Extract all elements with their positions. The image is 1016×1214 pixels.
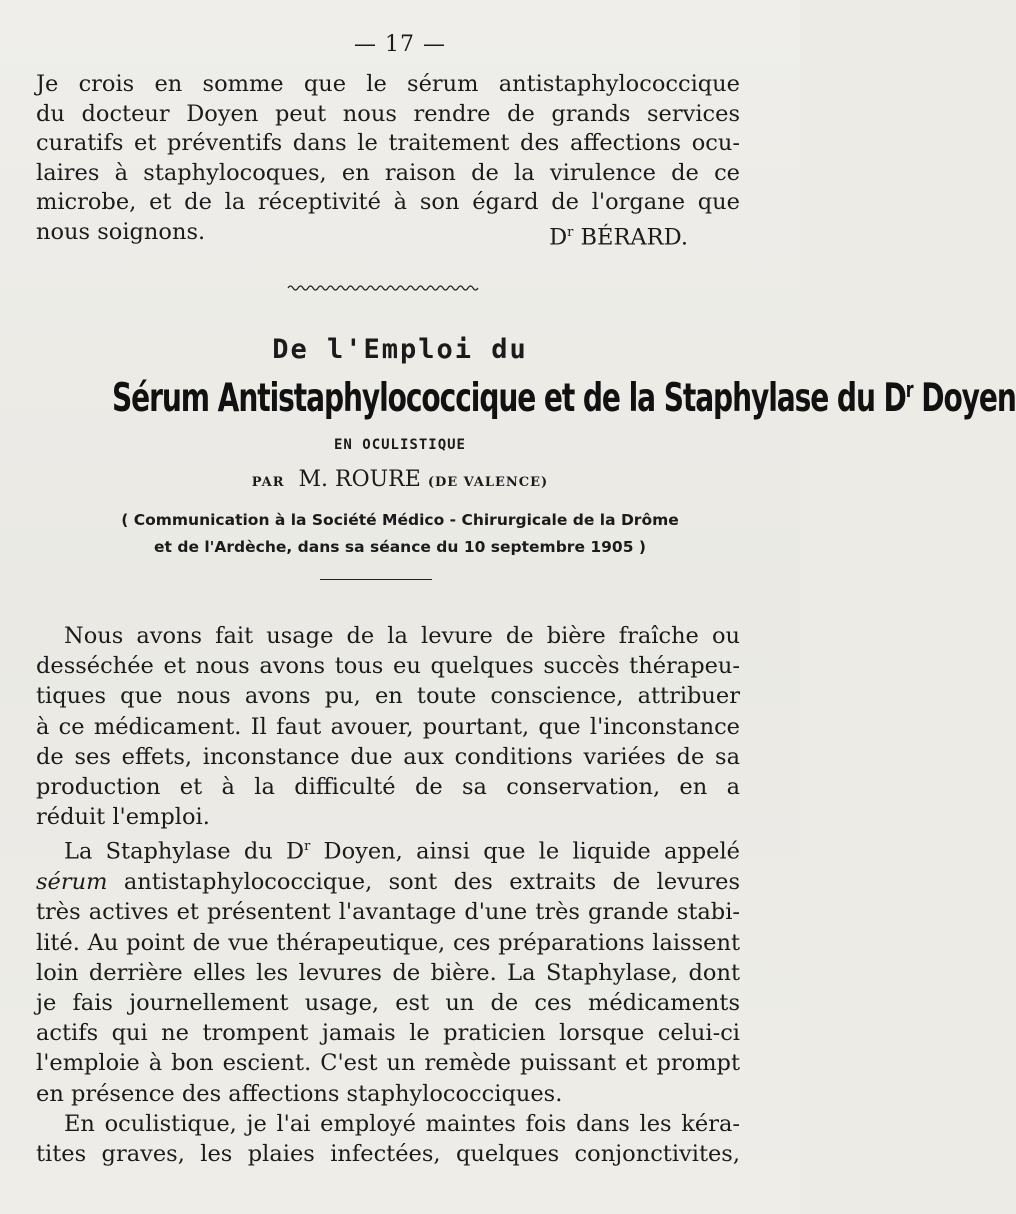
text-line: laires à staphylocoques, en raison de la virulence de ce [36, 159, 740, 186]
text-fragment: antistaphylococcique, sont des extraits de levures [107, 869, 740, 896]
text-line: à ce médicament. Il faut avouer, pourtant, que l'inconstance [36, 713, 740, 740]
signature-line [36, 218, 740, 253]
text-line: curatifs et préventifs dans le traitement des affections ocu- [36, 130, 740, 156]
intro-paragraph [36, 70, 740, 253]
text-line: En oculistique, je l'ai employé maintes fois dans les kéra- [64, 1110, 740, 1137]
text-line: actifs qui ne trompent jamais le praticien lorsque celui-ci [36, 1020, 740, 1047]
text-line: lité. Au point de vue thérapeutique, ces préparations laissent [36, 929, 740, 956]
text-line: je fais journellement usage, est un de ces médicaments [36, 989, 740, 1016]
text-sup: r [304, 839, 311, 855]
text-line: production et à la difficulté de sa conservation, en a [36, 774, 740, 801]
text-line: très actives et présentent l'avantage d'une très grande stabi- [36, 899, 740, 926]
text-line: Nous avons fait usage de la levure de bière fraîche ou [64, 623, 740, 649]
text-line: en présence des affections staphylococciques. [36, 1080, 563, 1107]
communication-line: ( Communication à la Société Médico - Chirurgicale de la Drôme [121, 511, 679, 529]
signature [549, 218, 740, 253]
text-line: réduit l'emploi. [36, 804, 210, 831]
article-title-line1: De l'Emploi du [272, 334, 528, 365]
text-line: microbe, et de la réceptivité à son égard de l'organe que [36, 189, 740, 215]
closing-text: nous soignons. [36, 218, 206, 245]
text-line: tites graves, les plaies infectées, quelques conjonctivites, [36, 1140, 740, 1167]
ornamental-wavy-rule [288, 283, 478, 293]
text-line: de ses effets, inconstance due aux conditions variées de sa [36, 743, 740, 770]
author-prefix: PAR [251, 475, 285, 490]
article-main-title [112, 376, 1016, 421]
text-line [36, 832, 740, 867]
main-title-sup: r [905, 378, 913, 403]
communication-line: et de l'Ardèche, dans sa séance du 10 septembre 1905 ) [154, 538, 646, 556]
author-place: (DE VALENCE) [427, 475, 549, 490]
signature-sup: r [567, 224, 574, 240]
section-divider [320, 579, 432, 580]
text-fragment: La Staphylase du D [64, 838, 305, 865]
text-line: loin derrière elles les levures de bière. La Staphylase, dont [36, 959, 740, 986]
text-line: l'emploie à bon escient. C'est un remède puissant et prompt [36, 1050, 740, 1077]
text-line: du docteur Doyen peut nous rendre de grands services [36, 100, 740, 127]
signature-prefix: D [549, 224, 568, 250]
italic-word: sérum [36, 869, 108, 896]
text-line: Je crois en somme que le sérum antistaphylococcique [36, 71, 740, 97]
communication-note [0, 507, 800, 561]
text-line: desséchée et nous avons tous eu quelques succès thérapeu- [36, 653, 740, 680]
author-line [0, 467, 800, 492]
page-number: — 17 — [354, 32, 446, 57]
text-fragment: Doyen, ainsi que le liquide appelé [310, 838, 740, 865]
signature-name: BÉRARD. [580, 224, 688, 250]
article-subtitle: EN OCULISTIQUE [333, 437, 466, 453]
text-line [36, 867, 740, 897]
body-text [36, 621, 740, 1169]
author-name: M. ROURE [298, 467, 421, 492]
main-title-part1: Sérum Antistaphylococcique et de la Staphylase du D [112, 376, 906, 421]
main-title-part2: Doyen [912, 376, 1016, 421]
text-line: tiques que nous avons pu, en toute conscience, attribuer [36, 683, 740, 710]
